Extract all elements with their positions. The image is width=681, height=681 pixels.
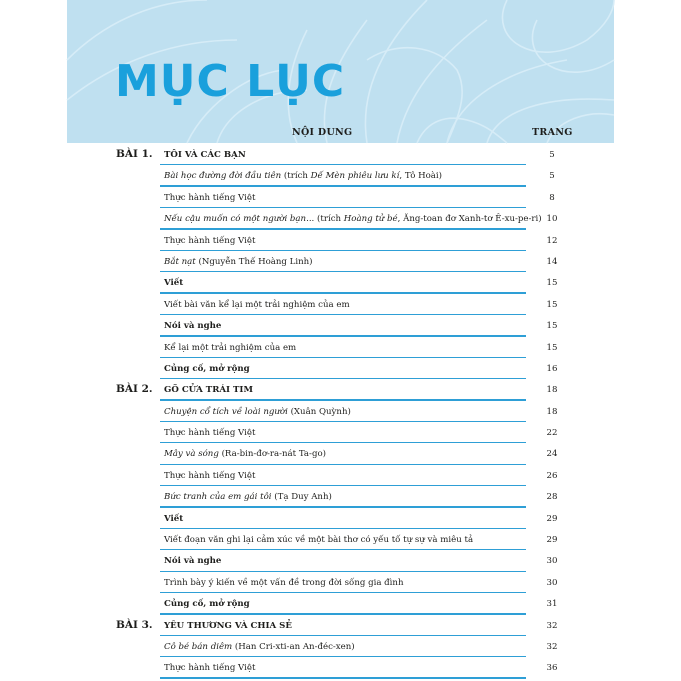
toc-entry-title: [164, 171, 442, 181]
page-number: 31: [546, 599, 558, 610]
toc-entry-title: [164, 492, 332, 502]
toc-row: [0, 146, 681, 167]
toc-row: [0, 552, 681, 573]
page-number: 18: [546, 385, 558, 396]
toc-entry-title: [164, 642, 355, 652]
entry-text: (Xuân Quỳnh): [287, 406, 351, 417]
row-divider: [160, 421, 526, 422]
entry-text: Nói và nghe: [164, 556, 222, 567]
page-number: 30: [546, 577, 558, 588]
italic-work-title: Cô bé bán diêm: [164, 641, 233, 652]
toc-row: [0, 510, 681, 531]
toc-row: [0, 403, 681, 424]
page-number: 29: [546, 535, 558, 546]
toc-entry-title: [164, 599, 250, 609]
entry-text: (Ra-bin-đơ-ra-nát Ta-go): [218, 449, 326, 460]
toc-entry-title: [164, 514, 183, 524]
italic-work-title: Dế Mèn phiêu lưu kí: [310, 171, 400, 182]
entry-text: TÔI VÀ CÁC BẠN: [164, 150, 246, 160]
italic-work-title: Hoàng tử bé: [343, 214, 398, 225]
toc-row: [0, 381, 681, 402]
toc-entry-title: [164, 321, 221, 331]
toc-entry-title: [164, 621, 292, 631]
row-divider: [160, 185, 526, 186]
lesson-number: BÀI 3.: [116, 618, 153, 631]
toc-row: [0, 467, 681, 488]
row-divider: [160, 378, 526, 379]
page-number: 16: [546, 363, 558, 374]
page-number: 36: [546, 663, 558, 674]
row-divider: [160, 228, 526, 229]
toc-entry-title: [164, 193, 255, 203]
page-title: MỤC LỤC: [115, 56, 346, 107]
toc-row: [0, 617, 681, 638]
toc-row: [0, 210, 681, 231]
page-number: 28: [546, 492, 558, 503]
lesson-number: BÀI 2.: [116, 383, 153, 396]
page-number: 5: [549, 171, 555, 182]
row-divider: [160, 613, 526, 614]
row-divider: [160, 571, 526, 572]
table-of-contents: [0, 146, 681, 681]
entry-text: Viết: [164, 278, 184, 289]
italic-work-title: Chuyện cổ tích về loài người: [164, 406, 288, 417]
page-number: 29: [546, 513, 558, 524]
toc-row: [0, 339, 681, 360]
entry-text: Thực hành tiếng Việt: [164, 470, 256, 481]
page-number: 12: [546, 235, 558, 246]
row-divider: [160, 592, 526, 593]
page-number: 32: [546, 641, 558, 652]
entry-text: Nói và nghe: [164, 321, 222, 332]
row-divider: [160, 506, 526, 507]
entry-text: Thực hành tiếng Việt: [164, 235, 256, 246]
toc-entry-title: [164, 578, 404, 588]
lesson-number: BÀI 1.: [116, 148, 153, 160]
row-divider: [160, 677, 526, 678]
toc-row: [0, 253, 681, 274]
toc-entry-title: [164, 257, 313, 267]
entry-text: Thực hành tiếng Việt: [164, 192, 256, 203]
entry-text: Viết bài văn kể lại một trải nghiệm của em: [164, 299, 350, 310]
entry-text: YÊU THƯƠNG VÀ CHIA SẺ: [164, 620, 292, 631]
toc-row: [0, 659, 681, 680]
row-divider: [160, 485, 526, 486]
entry-text: , Ăng-toan đơ Xanh-tơ Ê-xu-pe-ri): [397, 214, 542, 225]
column-header-content: NỘI DUNG: [292, 127, 353, 138]
page-number: 18: [546, 406, 558, 417]
italic-work-title: Nếu cậu muốn có một người bạn...: [164, 214, 315, 225]
header-banner: [67, 0, 614, 143]
page-number: 5: [549, 150, 555, 160]
row-divider: [160, 314, 526, 315]
toc-entry-title: [164, 449, 326, 459]
toc-row: [0, 360, 681, 381]
toc-entry-title: [164, 556, 221, 566]
toc-entry-title: [164, 214, 542, 225]
row-divider: [160, 335, 526, 336]
column-header-page: TRANG: [532, 127, 573, 138]
toc-row: [0, 445, 681, 466]
page-number: 26: [546, 470, 558, 481]
page-number: 24: [546, 449, 558, 460]
entry-text: Củng cố, mở rộng: [164, 363, 250, 374]
toc-entry-title: [164, 364, 250, 374]
toc-row: [0, 317, 681, 338]
toc-row: [0, 232, 681, 253]
entry-text: Viết: [164, 513, 184, 524]
row-divider: [160, 399, 526, 400]
page-number: 10: [546, 214, 558, 225]
page-number: 32: [546, 620, 558, 631]
entry-text: Thực hành tiếng Việt: [164, 663, 256, 674]
page-number: 15: [546, 342, 558, 353]
entry-text: (trích: [314, 214, 344, 225]
entry-text: (Nguyễn Thế Hoàng Linh): [195, 256, 313, 267]
row-divider: [160, 292, 526, 293]
page-number: 22: [546, 428, 558, 439]
toc-row: [0, 638, 681, 659]
row-divider: [160, 164, 526, 165]
row-divider: [160, 271, 526, 272]
page-number: 14: [546, 256, 558, 267]
entry-text: (Han Cri-xti-an An-đéc-xen): [232, 641, 355, 652]
page-number: 15: [546, 299, 558, 310]
italic-work-title: Mây và sóng: [164, 449, 219, 460]
toc-entry-title: [164, 385, 253, 395]
toc-row: [0, 189, 681, 210]
toc-row: [0, 274, 681, 295]
entry-text: Thực hành tiếng Việt: [164, 428, 256, 439]
row-divider: [160, 207, 526, 208]
toc-row: [0, 167, 681, 188]
toc-entry-title: [164, 150, 246, 160]
row-divider: [160, 442, 526, 443]
entry-text: Trình bày ý kiến về một vấn đề trong đời sống gia đình: [164, 577, 404, 588]
row-divider: [160, 357, 526, 358]
entry-text: , Tô Hoài): [399, 171, 443, 182]
toc-entry-title: [164, 343, 296, 353]
toc-entry-title: [164, 236, 255, 246]
toc-row: [0, 424, 681, 445]
toc-row: [0, 574, 681, 595]
toc-entry-title: [164, 663, 255, 673]
toc-entry-title: [164, 407, 351, 417]
page-number: 30: [546, 556, 558, 567]
entry-text: GÕ CỬA TRÁI TIM: [164, 385, 253, 396]
row-divider: [160, 635, 526, 636]
toc-row: [0, 531, 681, 552]
italic-work-title: Bắt nạt: [164, 256, 196, 267]
toc-row: [0, 595, 681, 616]
page-number: 15: [546, 278, 558, 289]
toc-row: [0, 296, 681, 317]
entry-text: (trích: [281, 171, 311, 182]
toc-entry-title: [164, 535, 473, 545]
italic-work-title: Bài học đường đời đầu tiên: [164, 171, 282, 182]
entry-text: Kể lại một trải nghiệm của em: [164, 342, 297, 353]
entry-text: (Tạ Duy Anh): [271, 492, 332, 503]
toc-entry-title: [164, 428, 255, 438]
toc-row: [0, 488, 681, 509]
page-number: 15: [546, 321, 558, 332]
toc-entry-title: [164, 471, 255, 481]
row-divider: [160, 549, 526, 550]
entry-text: Viết đoạn văn ghi lại cảm xúc về một bài thơ có yếu tố tự sự và miêu tả: [164, 535, 474, 546]
row-divider: [160, 464, 526, 465]
entry-text: Củng cố, mở rộng: [164, 599, 250, 610]
italic-work-title: Bức tranh của em gái tôi: [164, 492, 272, 503]
toc-entry-title: [164, 278, 183, 288]
page-number: 8: [549, 192, 555, 203]
row-divider: [160, 528, 526, 529]
toc-entry-title: [164, 300, 350, 310]
row-divider: [160, 250, 526, 251]
row-divider: [160, 656, 526, 657]
